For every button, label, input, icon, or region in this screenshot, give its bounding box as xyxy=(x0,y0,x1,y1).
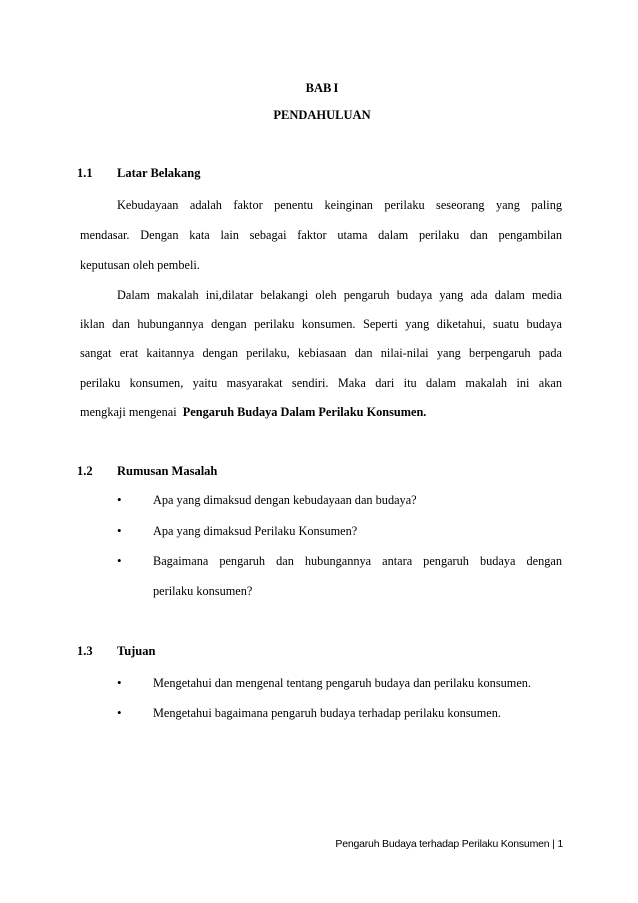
section-title: Latar Belakang xyxy=(117,166,201,180)
list-item: Mengetahui bagaimana pengaruh budaya terhadap perilaku konsumen. xyxy=(153,706,501,720)
section-number: 1.3 xyxy=(77,644,93,658)
chapter-title: PENDAHULUAN xyxy=(273,108,371,122)
section-number: 1.1 xyxy=(77,166,93,180)
bullet-icon: • xyxy=(117,492,122,507)
bullet-icon: • xyxy=(117,523,122,538)
paragraph-line: keputusan oleh pembeli. xyxy=(80,258,200,272)
list-item-continuation: perilaku konsumen? xyxy=(153,584,253,598)
paragraph-line: Kebudayaan adalah faktor penentu keinginan perilaku seseorang yang paling xyxy=(117,198,562,212)
list-item: Bagaimana pengaruh dan hubungannya antara pengaruh budaya dengan xyxy=(153,554,562,568)
paragraph-text: mengkaji mengenai xyxy=(80,405,177,419)
list-item: Apa yang dimaksud Perilaku Konsumen? xyxy=(153,524,358,538)
list-item: Mengetahui dan mengenal tentang pengaruh budaya dan perilaku konsumen. xyxy=(153,676,532,690)
bullet-icon: • xyxy=(117,675,122,690)
bullet-icon: • xyxy=(117,553,122,568)
paragraph-line xyxy=(80,405,562,420)
paragraph-line: mendasar. Dengan kata lain sebagai faktor utama dalam perilaku dan pengambilan xyxy=(80,228,562,242)
chapter-number: BAB I xyxy=(305,81,339,95)
section-heading-rumusan-masalah xyxy=(77,464,217,479)
section-title: Rumusan Masalah xyxy=(117,464,218,478)
paragraph-line: Dalam makalah ini,dilatar belakangi oleh pengaruh budaya yang ada dalam media xyxy=(117,288,562,302)
section-heading-latar-belakang xyxy=(77,166,200,181)
page-footer: Pengaruh Budaya terhadap Perilaku Konsumen | 1 xyxy=(335,838,563,850)
paragraph-line: iklan dan hubungannya dengan perilaku konsumen. Seperti yang diketahui, suatu budaya xyxy=(80,317,562,331)
section-heading-tujuan xyxy=(77,644,155,659)
list-item: Apa yang dimaksud dengan kebudayaan dan budaya? xyxy=(153,493,417,507)
section-number: 1.2 xyxy=(77,464,93,478)
section-title: Tujuan xyxy=(117,644,156,658)
paragraph-line: perilaku konsumen, yaitu masyarakat sendiri. Maka dari itu dalam makalah ini akan xyxy=(80,376,562,390)
bullet-icon: • xyxy=(117,705,122,720)
paragraph-line: sangat erat kaitannya dengan perilaku, kebiasaan dan nilai-nilai yang berpengaruh pada xyxy=(80,346,562,360)
bold-topic: Pengaruh Budaya Dalam Perilaku Konsumen. xyxy=(182,405,427,419)
